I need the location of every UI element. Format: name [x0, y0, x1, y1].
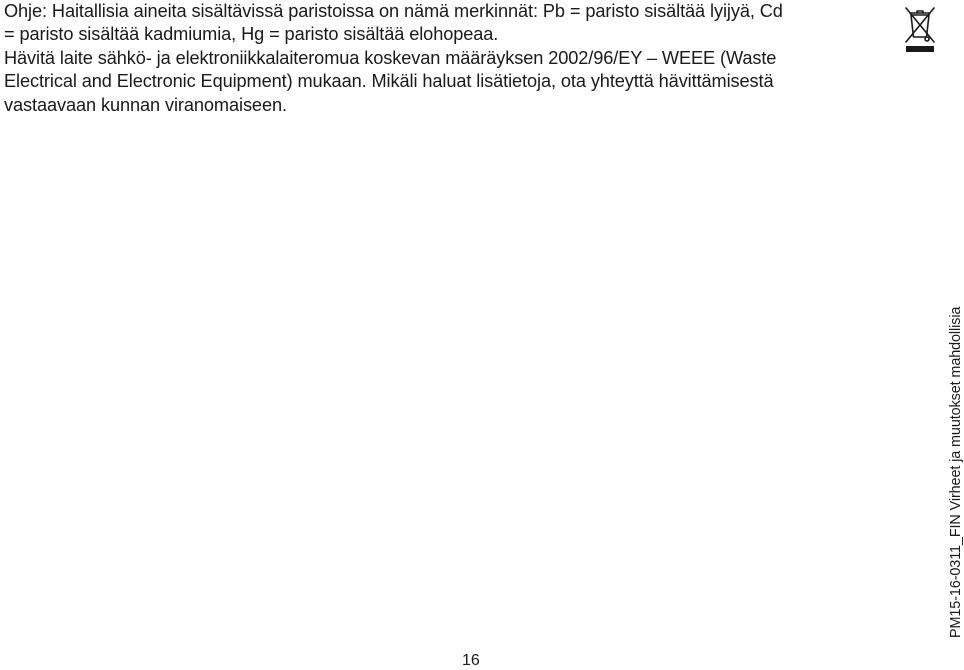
text-line: vastaavaan kunnan viranomaiseen. — [4, 94, 287, 115]
body-text — [4, 0, 884, 117]
crossed-out-wheelie-bin-icon — [898, 4, 942, 54]
text-line: Hävitä laite sähkö- ja elektroniikkalaiteromua koskevan määräyksen 2002/96/EY – WEEE (Waste — [4, 47, 777, 68]
page-number: 16 — [462, 652, 480, 669]
text-line: Electrical and Electronic Equipment) mukaan. Mikäli haluat lisätietoja, ota yhteyttä hävittämisestä — [4, 71, 774, 92]
document-code-side-note: PM15-16-0311_FIN Virheet ja muutokset mahdollisia — [948, 306, 964, 638]
text-line: = paristo sisältää kadmiumia, Hg = paristo sisältää elohopeaa. — [4, 24, 499, 45]
text-line: Ohje: Haitallisia aineita sisältävissä paristoissa on nämä merkinnät: Pb = paristo sisältää lyijyä, Cd — [4, 1, 783, 21]
